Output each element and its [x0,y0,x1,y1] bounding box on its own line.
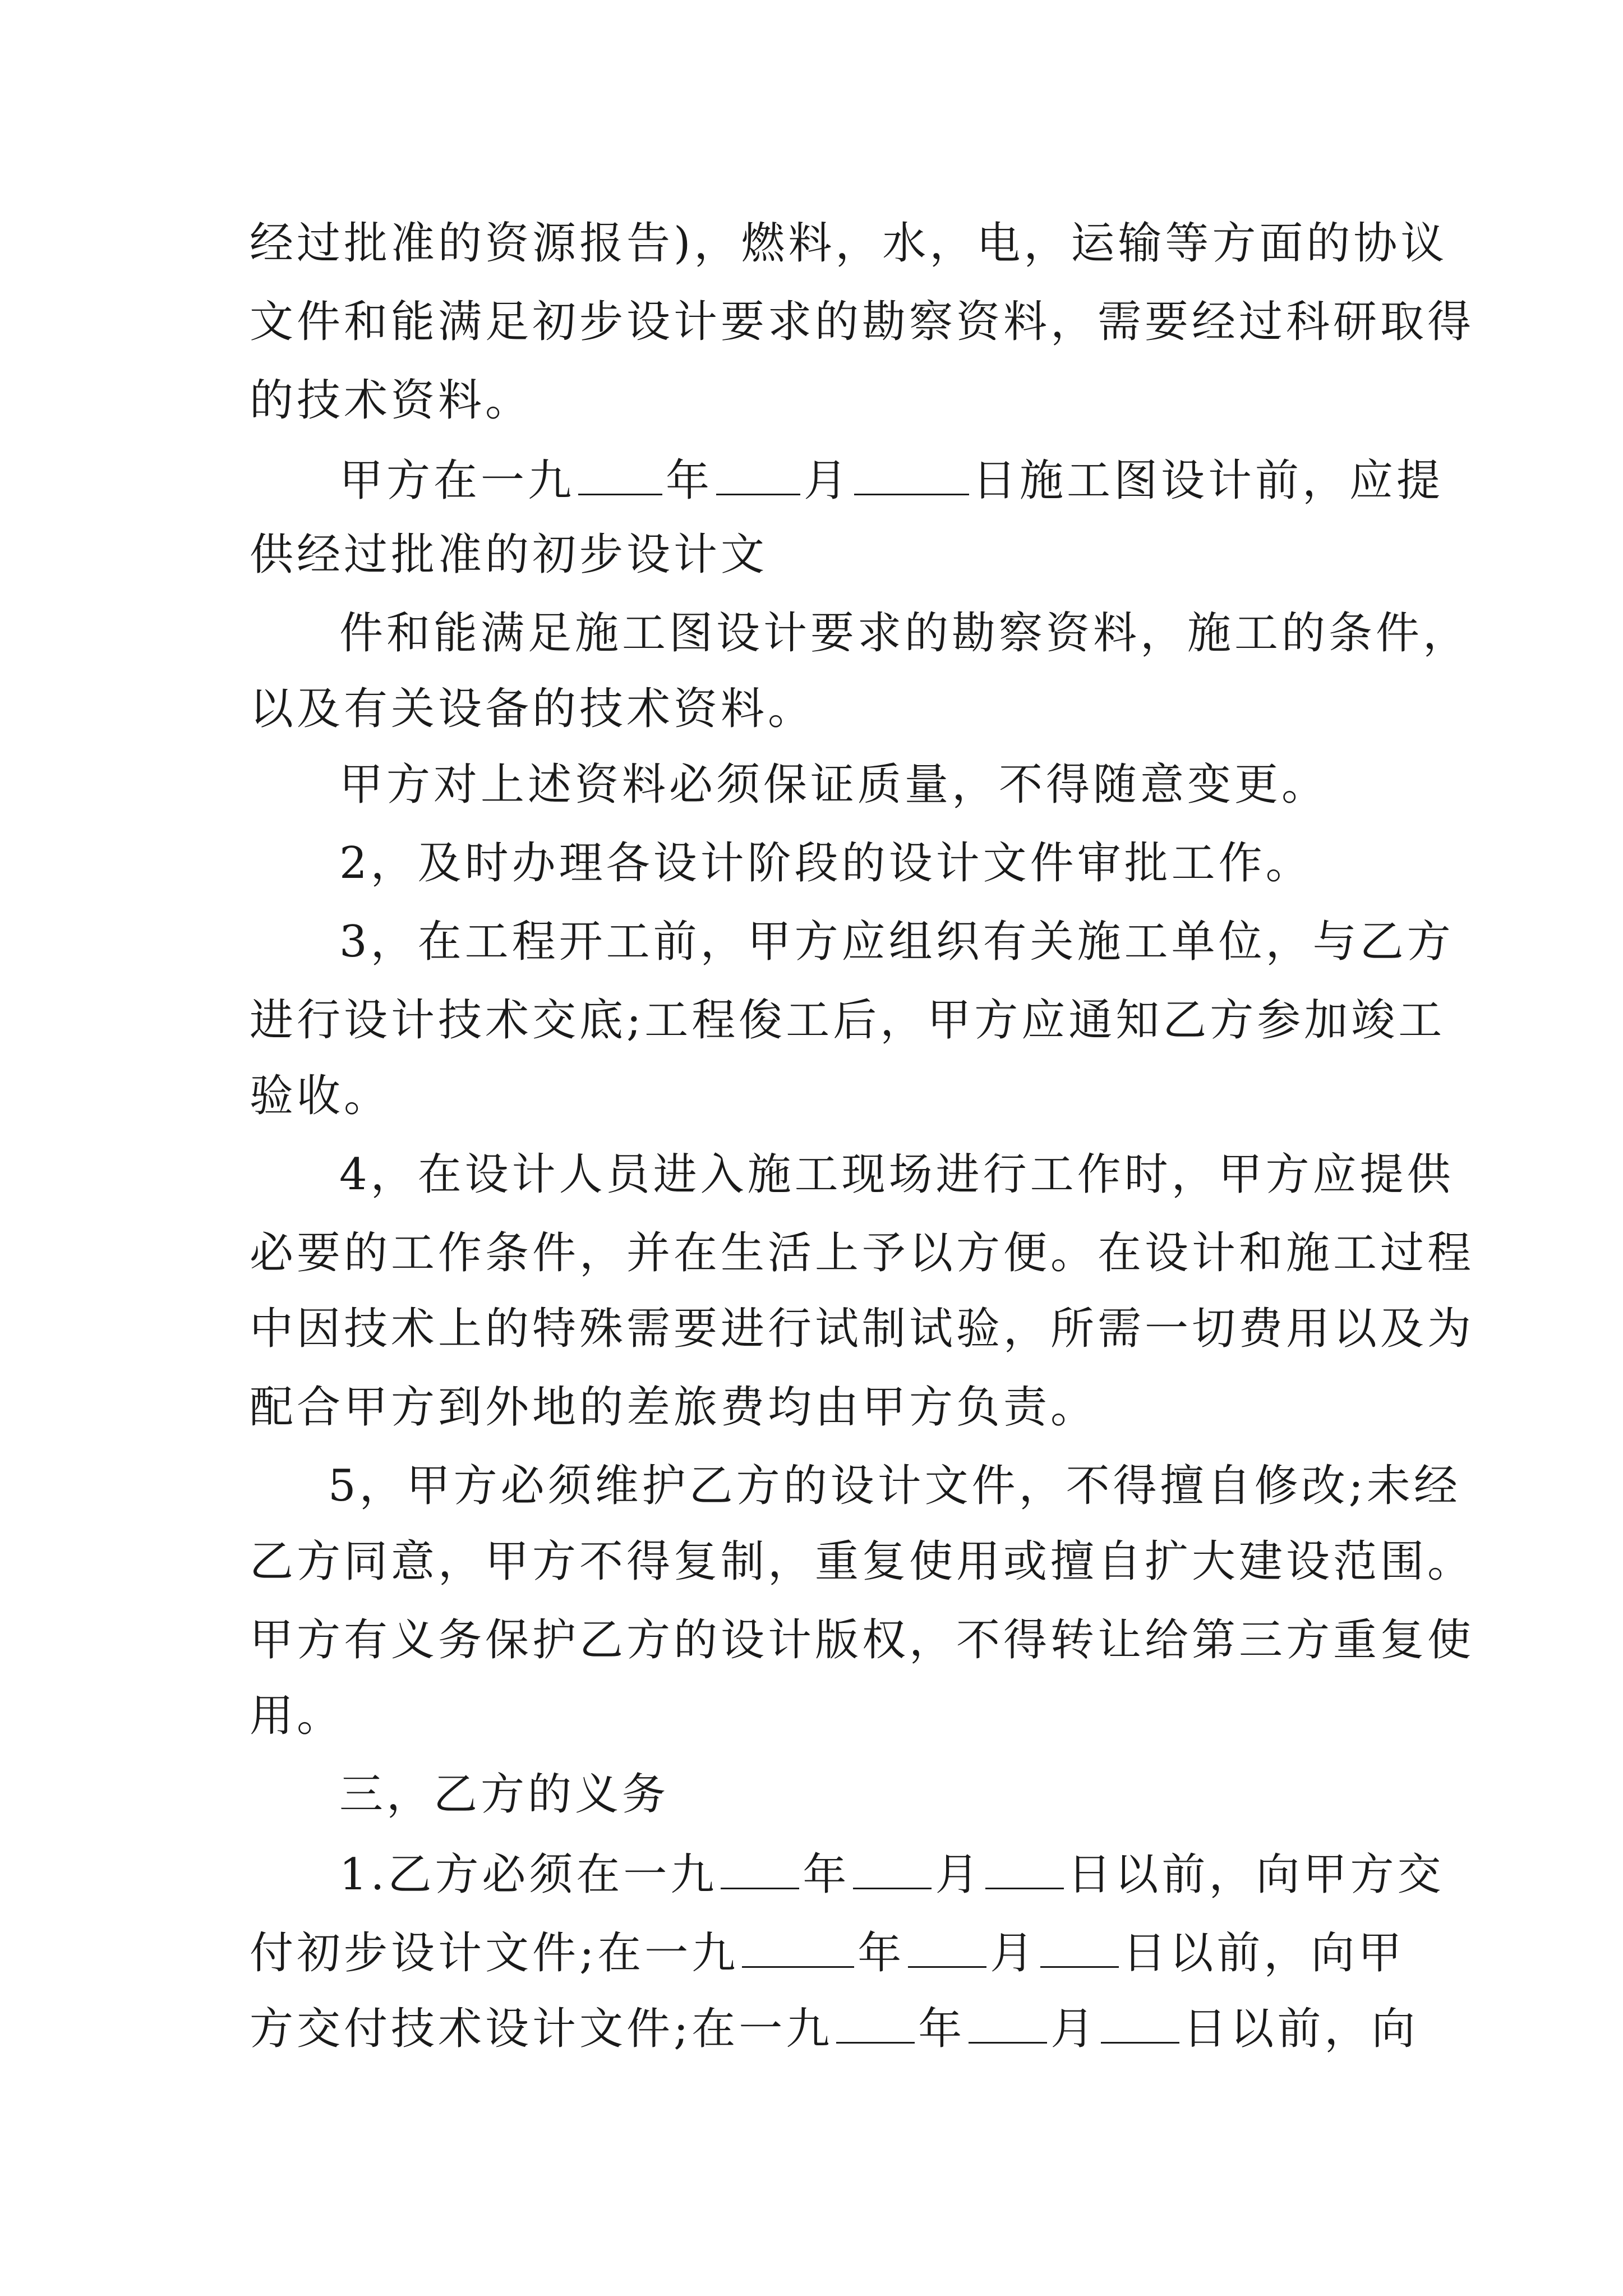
text-line: 以及有关设备的技术资料。 [250,684,815,734]
text-line-with-blanks [250,2003,1419,2055]
text-line: 2，及时办理各设计阶段的设计文件审批工作。 [339,838,1313,889]
text-segment: 日以前，向甲 [1122,1928,1405,1979]
text-segment: 日施工图设计前，应提 [972,455,1444,507]
text-line: 文件和能满足初步设计要求的勘察资料，需要经过科研取得 [250,297,1475,347]
text-line: 经过批准的资源报告)，燃料，水，电，运输等方面的协议 [250,218,1448,269]
text-line: 供经过批准的初步设计文 [250,530,768,580]
text-line: 进行设计技术交底;工程俊工后，甲方应通知乙方参加竣工 [250,995,1446,1046]
text-segment: 年 [918,2004,966,2055]
text-line: 甲方对上述资料必须保证质量，不得随意变更。 [339,760,1329,810]
text-segment: 年 [803,1849,850,1901]
fill-in-blank[interactable] [716,454,800,495]
fill-in-blank[interactable] [969,2003,1047,2044]
fill-in-blank[interactable] [908,1927,986,1968]
text-line: 用。 [250,1691,344,1741]
text-segment: 1.乙方必须在一九 [339,1849,718,1901]
text-line: 乙方同意，甲方不得复制，重复使用或擅自扩大建设范围。 [250,1536,1475,1587]
text-line: 4，在设计人员进入施工现场进行工作时，甲方应提供 [339,1149,1454,1200]
text-line-with-blanks [339,1848,1445,1901]
text-segment: 月 [990,1928,1038,1979]
fill-in-blank[interactable] [578,454,662,495]
text-segment: 月 [804,455,851,507]
text-segment: 日以前，向甲方交 [1067,1849,1445,1901]
text-segment: 付初步设计文件;在一九 [250,1928,739,1979]
section-heading: 三，乙方的义务 [339,1769,670,1820]
fill-in-blank[interactable] [1040,1927,1119,1968]
text-segment: 方交付技术设计文件;在一九 [250,2004,833,2055]
fill-in-blank[interactable] [985,1848,1064,1889]
text-line-with-blanks [339,454,1444,507]
fill-in-blank[interactable] [721,1848,799,1889]
text-line: 甲方有义务保护乙方的设计版权，不得转让给第三方重复使 [250,1615,1475,1665]
text-segment: 甲方在一九 [339,455,575,507]
text-line: 验收。 [250,1071,391,1121]
text-line: 中因技术上的特殊需要进行试制试验，所需一切费用以及为 [250,1304,1475,1354]
fill-in-blank[interactable] [836,2003,915,2044]
text-line: 5，甲方必须维护乙方的设计文件，不得擅自修改;未经 [328,1461,1461,1511]
text-line: 配合甲方到外地的差旅费均由甲方负责。 [250,1382,1098,1433]
text-line: 的技术资料。 [250,375,533,426]
text-segment: 年 [857,1928,905,1979]
text-segment: 年 [666,455,713,507]
text-segment: 日以前，向 [1183,2004,1419,2055]
fill-in-blank[interactable] [1101,2003,1179,2044]
fill-in-blank[interactable] [854,454,969,495]
text-segment: 月 [1050,2004,1098,2055]
text-line: 3，在工程开工前，甲方应组织有关施工单位，与乙方 [339,917,1454,967]
text-line: 必要的工作条件，并在生活上予以方便。在设计和施工过程 [250,1228,1475,1278]
fill-in-blank[interactable] [742,1927,854,1968]
text-line-with-blanks [250,1927,1405,1979]
text-segment: 月 [935,1849,983,1901]
fill-in-blank[interactable] [853,1848,932,1889]
text-line: 件和能满足施工图设计要求的勘察资料，施工的条件， [339,608,1470,659]
